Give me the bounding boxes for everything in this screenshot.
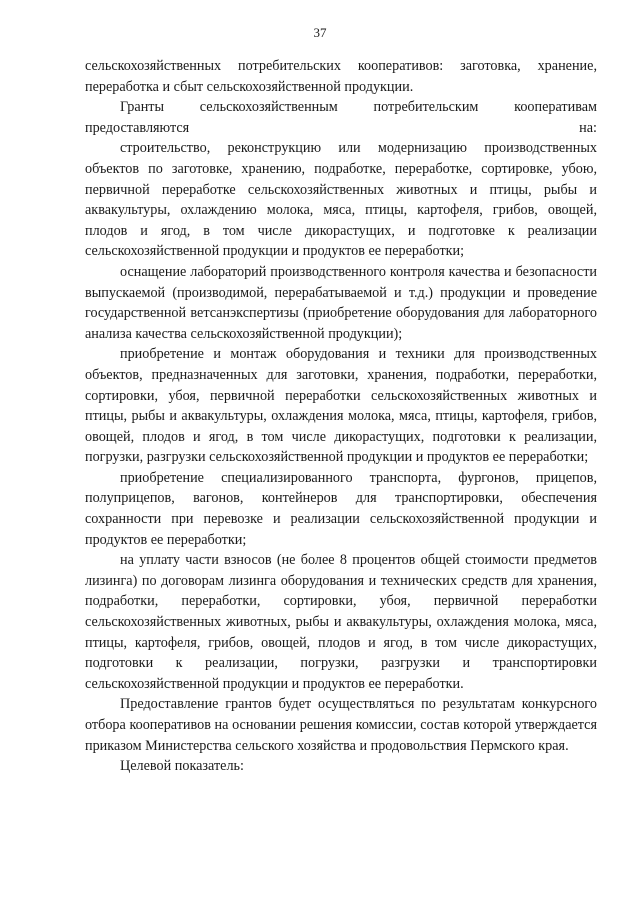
- list-item-laboratories: оснащение лабораторий производственного контроля качества и безопасности выпускаемой (производимой, перерабатываемой и т.д.) продукции и проведение государственной ветсанэкспертизы (приобретение оборудования для лабораторного анализа качества сельскохозяйственной продукции);: [85, 263, 597, 342]
- paragraph-selection: Предоставление грантов будет осуществляться по результатам конкурсного отбора кооперативов на основании решения комиссии, состав которой утверждается приказом Министерства сельского хозяйства и продовольствия Пермского края.: [85, 696, 597, 754]
- paragraph-target-indicator: Целевой показатель:: [120, 758, 244, 775]
- list-item-transport: приобретение специализированного транспорта, фургонов, прицепов, полуприцепов, вагонов, контейнеров для транспортировки, обеспечения сохранности при перевозке и реализации сельскохозяйственной продукции и продуктов ее переработки;: [85, 469, 597, 548]
- list-item-construction: строительство, реконструкцию или модернизацию производственных объектов по заготовке, хранению, подработке, переработке, сортировке, убою, первичной переработке сельскохозяйственных животных и птицы, рыбы и аквакультуры, охлаждению молока, мяса, птицы, картофеля, грибов, овощей, плодов и ягод, в том числе дикорастущих, и подготовке к реализации сельскохозяйственной продукции и продуктов ее переработки;: [85, 140, 597, 260]
- list-item-leasing: на уплату части взносов (не более 8 процентов общей стоимости предметов лизинга) по договорам лизинга оборудования и технических средств для хранения, подработки, переработки, сортировки, убоя, первичной переработки сельскохозяйственных животных, рыбы и аквакультуры, охлаждения молока, мяса, птицы, картофеля, грибов, овощей, плодов и ягод, в том числе дикорастущих, подготовки к реализации, погрузки, разгрузки и транспортировки сельскохозяйственной продукции и продуктов ее переработки.: [85, 552, 597, 692]
- paragraph-intro-continuation: сельскохозяйственных потребительских кооперативов: заготовка, хранение, переработка и сбыт сельскохозяйственной продукции.: [85, 58, 597, 95]
- list-item-equipment: приобретение и монтаж оборудования и техники для производственных объектов, предназначенных для заготовки, хранения, подработки, переработки, сортировки, убоя, первичной переработки сельскохозяйственных животных и птицы, рыбы и аквакультуры, охлаждения молока, мяса, птицы, картофеля, грибов, овощей, плодов и ягод, в том числе дикорастущих, подготовки к реализации, погрузки, разгрузки сельскохозяйственной продукции и продуктов ее переработки;: [85, 346, 597, 466]
- paragraph-grants-intro: Гранты сельскохозяйственным потребительским кооперативам предоставляются на:: [85, 99, 597, 136]
- document-body: [85, 56, 597, 777]
- page-number: 37: [313, 25, 327, 40]
